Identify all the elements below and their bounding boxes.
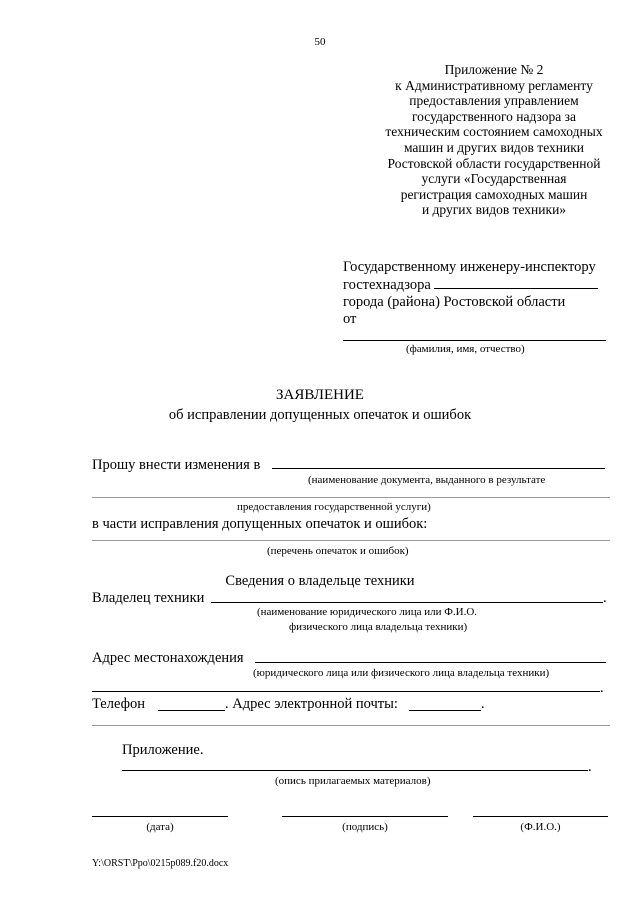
addressee-line: гостехнадзора bbox=[343, 277, 431, 293]
date-caption: (дата) bbox=[146, 821, 174, 833]
page-number: 50 bbox=[314, 36, 326, 48]
file-path-footer: Y:\ORST\Ppo\0215p089.f20.docx bbox=[92, 858, 229, 869]
request-label: Прошу внести изменения в bbox=[92, 457, 261, 473]
owner-end-mark: . bbox=[603, 590, 607, 606]
document-title: ЗАЯВЛЕНИЕ bbox=[276, 387, 364, 403]
addressee-line: Государственному инженеру-инспектору bbox=[343, 259, 596, 275]
applicant-name-field[interactable] bbox=[343, 340, 606, 341]
appendix-line: Ростовской области государственной bbox=[387, 155, 601, 171]
attachment-caption: (опись прилагаемых материалов) bbox=[275, 775, 431, 787]
address-label: Адрес местонахождения bbox=[92, 650, 244, 666]
appendix-line: машин и других видов техники bbox=[403, 139, 584, 155]
signature-caption: (подпись) bbox=[342, 821, 388, 833]
owner-field[interactable] bbox=[211, 602, 603, 603]
attachment-field[interactable] bbox=[122, 770, 588, 771]
document-name-field[interactable] bbox=[272, 468, 605, 469]
addressee-line-inspection bbox=[343, 276, 598, 294]
address-caption: (юридического лица или физического лица владельца техники) bbox=[253, 667, 550, 679]
email-field[interactable] bbox=[409, 710, 481, 711]
email-end-mark: . bbox=[481, 696, 485, 712]
appendix-line: регистрация самоходных машин bbox=[400, 186, 588, 202]
appendix-line: к Административному регламенту bbox=[395, 77, 593, 93]
attachment-label: Приложение. bbox=[122, 742, 204, 758]
document-name-caption: (наименование документа, выданного в результате bbox=[308, 474, 546, 486]
owner-section-heading: Сведения о владельце техники bbox=[225, 573, 415, 589]
name-field[interactable] bbox=[473, 816, 608, 817]
address-field[interactable] bbox=[255, 662, 606, 663]
inspection-field[interactable] bbox=[434, 276, 598, 289]
appendix-header bbox=[350, 62, 638, 218]
owner-caption-line2: физического лица владельца техники) bbox=[289, 621, 468, 633]
date-field[interactable] bbox=[92, 816, 228, 817]
appendix-line: государственного надзора за bbox=[411, 108, 576, 124]
applicant-name-caption: (фамилия, имя, отчество) bbox=[406, 343, 525, 355]
addressee-line: города (района) Ростовской области bbox=[343, 294, 566, 310]
phone-label: Телефон bbox=[92, 696, 145, 712]
section-divider bbox=[92, 725, 610, 726]
appendix-line: техническим состоянием самоходных bbox=[385, 124, 603, 140]
phone-field[interactable] bbox=[158, 710, 225, 711]
owner-label: Владелец техники bbox=[92, 590, 205, 606]
document-subtitle: об исправлении допущенных опечаток и ошибок bbox=[168, 407, 472, 423]
address-field-continuation[interactable] bbox=[92, 691, 600, 692]
document-name-field-continuation[interactable] bbox=[92, 497, 610, 498]
email-label: . Адрес электронной почты: bbox=[225, 696, 398, 712]
addressee-block bbox=[343, 259, 598, 328]
attachment-end-mark: . bbox=[588, 759, 592, 775]
document-name-caption-continued: предоставления государственной услуги) bbox=[237, 501, 431, 513]
appendix-line: предоставления управлением bbox=[409, 93, 579, 109]
corrections-field[interactable] bbox=[92, 540, 610, 541]
appendix-line: услуги «Государственная bbox=[421, 171, 567, 187]
name-caption: (Ф.И.О.) bbox=[520, 821, 561, 833]
corrections-caption: (перечень опечаток и ошибок) bbox=[267, 545, 409, 557]
appendix-line: и других видов техники» bbox=[421, 202, 567, 218]
signature-field[interactable] bbox=[282, 816, 448, 817]
owner-caption-line1: (наименование юридического лица или Ф.И.О. bbox=[257, 606, 478, 618]
corrections-label: в части исправления допущенных опечаток и ошибок: bbox=[92, 516, 428, 532]
addressee-line: от bbox=[343, 311, 357, 327]
appendix-line: Приложение № 2 bbox=[444, 62, 544, 77]
address-end-mark: . bbox=[600, 680, 604, 696]
